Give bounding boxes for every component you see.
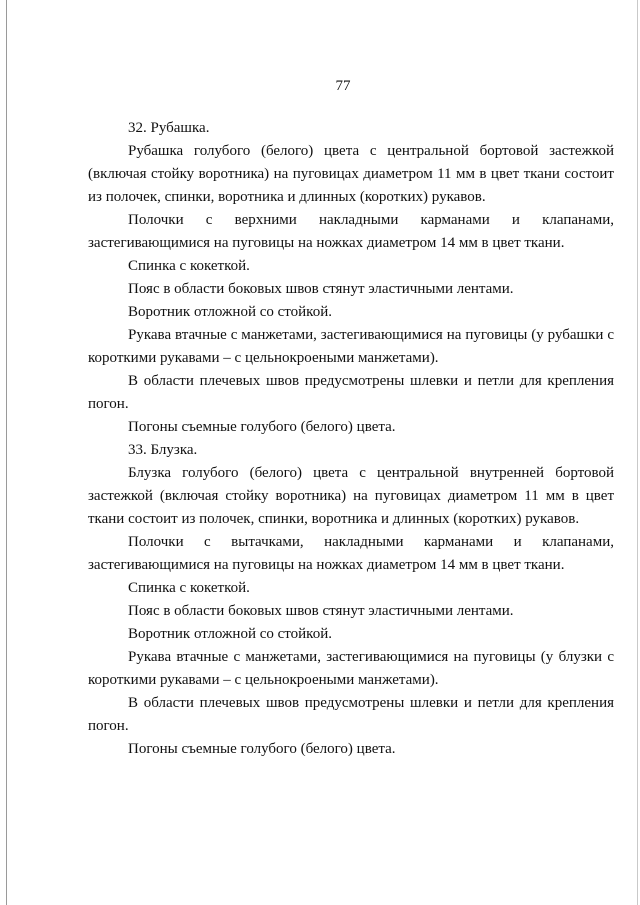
paragraph-blouse-back: Спинка с кокеткой. bbox=[128, 580, 250, 596]
paragraph-blouse-sleeves: Рукава втачные с манжетами, застегивающимися на пуговицы (у блузки с короткими рукавами – с цельнокроеными манжетами). bbox=[88, 649, 614, 688]
paragraph-blouse-fronts: Полочки с вытачками, накладными карманами и клапанами, застегивающимися на пуговицы на ножках диаметром 14 мм в цвет ткани. bbox=[88, 534, 614, 573]
paragraph-shirt-collar: Воротник отложной со стойкой. bbox=[128, 304, 332, 320]
paragraph-blouse-epaulettes: Погоны съемные голубого (белого) цвета. bbox=[128, 741, 396, 757]
page-number: 77 bbox=[335, 78, 351, 94]
section-heading-shirt: 32. Рубашка. bbox=[128, 120, 210, 136]
paragraph-blouse-collar: Воротник отложной со стойкой. bbox=[128, 626, 332, 642]
paragraph-shirt-back: Спинка с кокеткой. bbox=[128, 258, 250, 274]
section-heading-blouse: 33. Блузка. bbox=[128, 442, 198, 458]
paragraph-shirt-sleeves: Рукава втачные с манжетами, застегивающимися на пуговицы (у рубашки с короткими рукавами – с цельнокроеными манжетами). bbox=[88, 327, 614, 366]
page-edge-right bbox=[637, 0, 638, 905]
paragraph-shirt-shoulder-loops: В области плечевых швов предусмотрены шлевки и петли для крепления погон. bbox=[88, 373, 614, 412]
document-body bbox=[88, 117, 614, 761]
paragraph-blouse-waist: Пояс в области боковых швов стянут эластичными лентами. bbox=[128, 603, 514, 619]
paragraph-shirt-description: Рубашка голубого (белого) цвета с центральной бортовой застежкой (включая стойку воротника) на пуговицах диаметром 11 мм в цвет ткани состоит из полочек, спинки, воротника и длинных (коротких) рукавов. bbox=[88, 143, 614, 205]
paragraph-shirt-epaulettes: Погоны съемные голубого (белого) цвета. bbox=[128, 419, 396, 435]
page-edge-left bbox=[6, 0, 7, 905]
paragraph-shirt-waist: Пояс в области боковых швов стянут эластичными лентами. bbox=[128, 281, 514, 297]
paragraph-blouse-description: Блузка голубого (белого) цвета с центральной внутренней бортовой застежкой (включая стойку воротника) на пуговицах диаметром 11 мм в цвет ткани состоит из полочек, спинки, воротника и длинных (коротких) рукавов. bbox=[88, 465, 614, 527]
paragraph-shirt-fronts: Полочки с верхними накладными карманами и клапанами, застегивающимися на пуговицы на ножках диаметром 14 мм в цвет ткани. bbox=[88, 212, 614, 251]
paragraph-blouse-shoulder-loops: В области плечевых швов предусмотрены шлевки и петли для крепления погон. bbox=[88, 695, 614, 734]
